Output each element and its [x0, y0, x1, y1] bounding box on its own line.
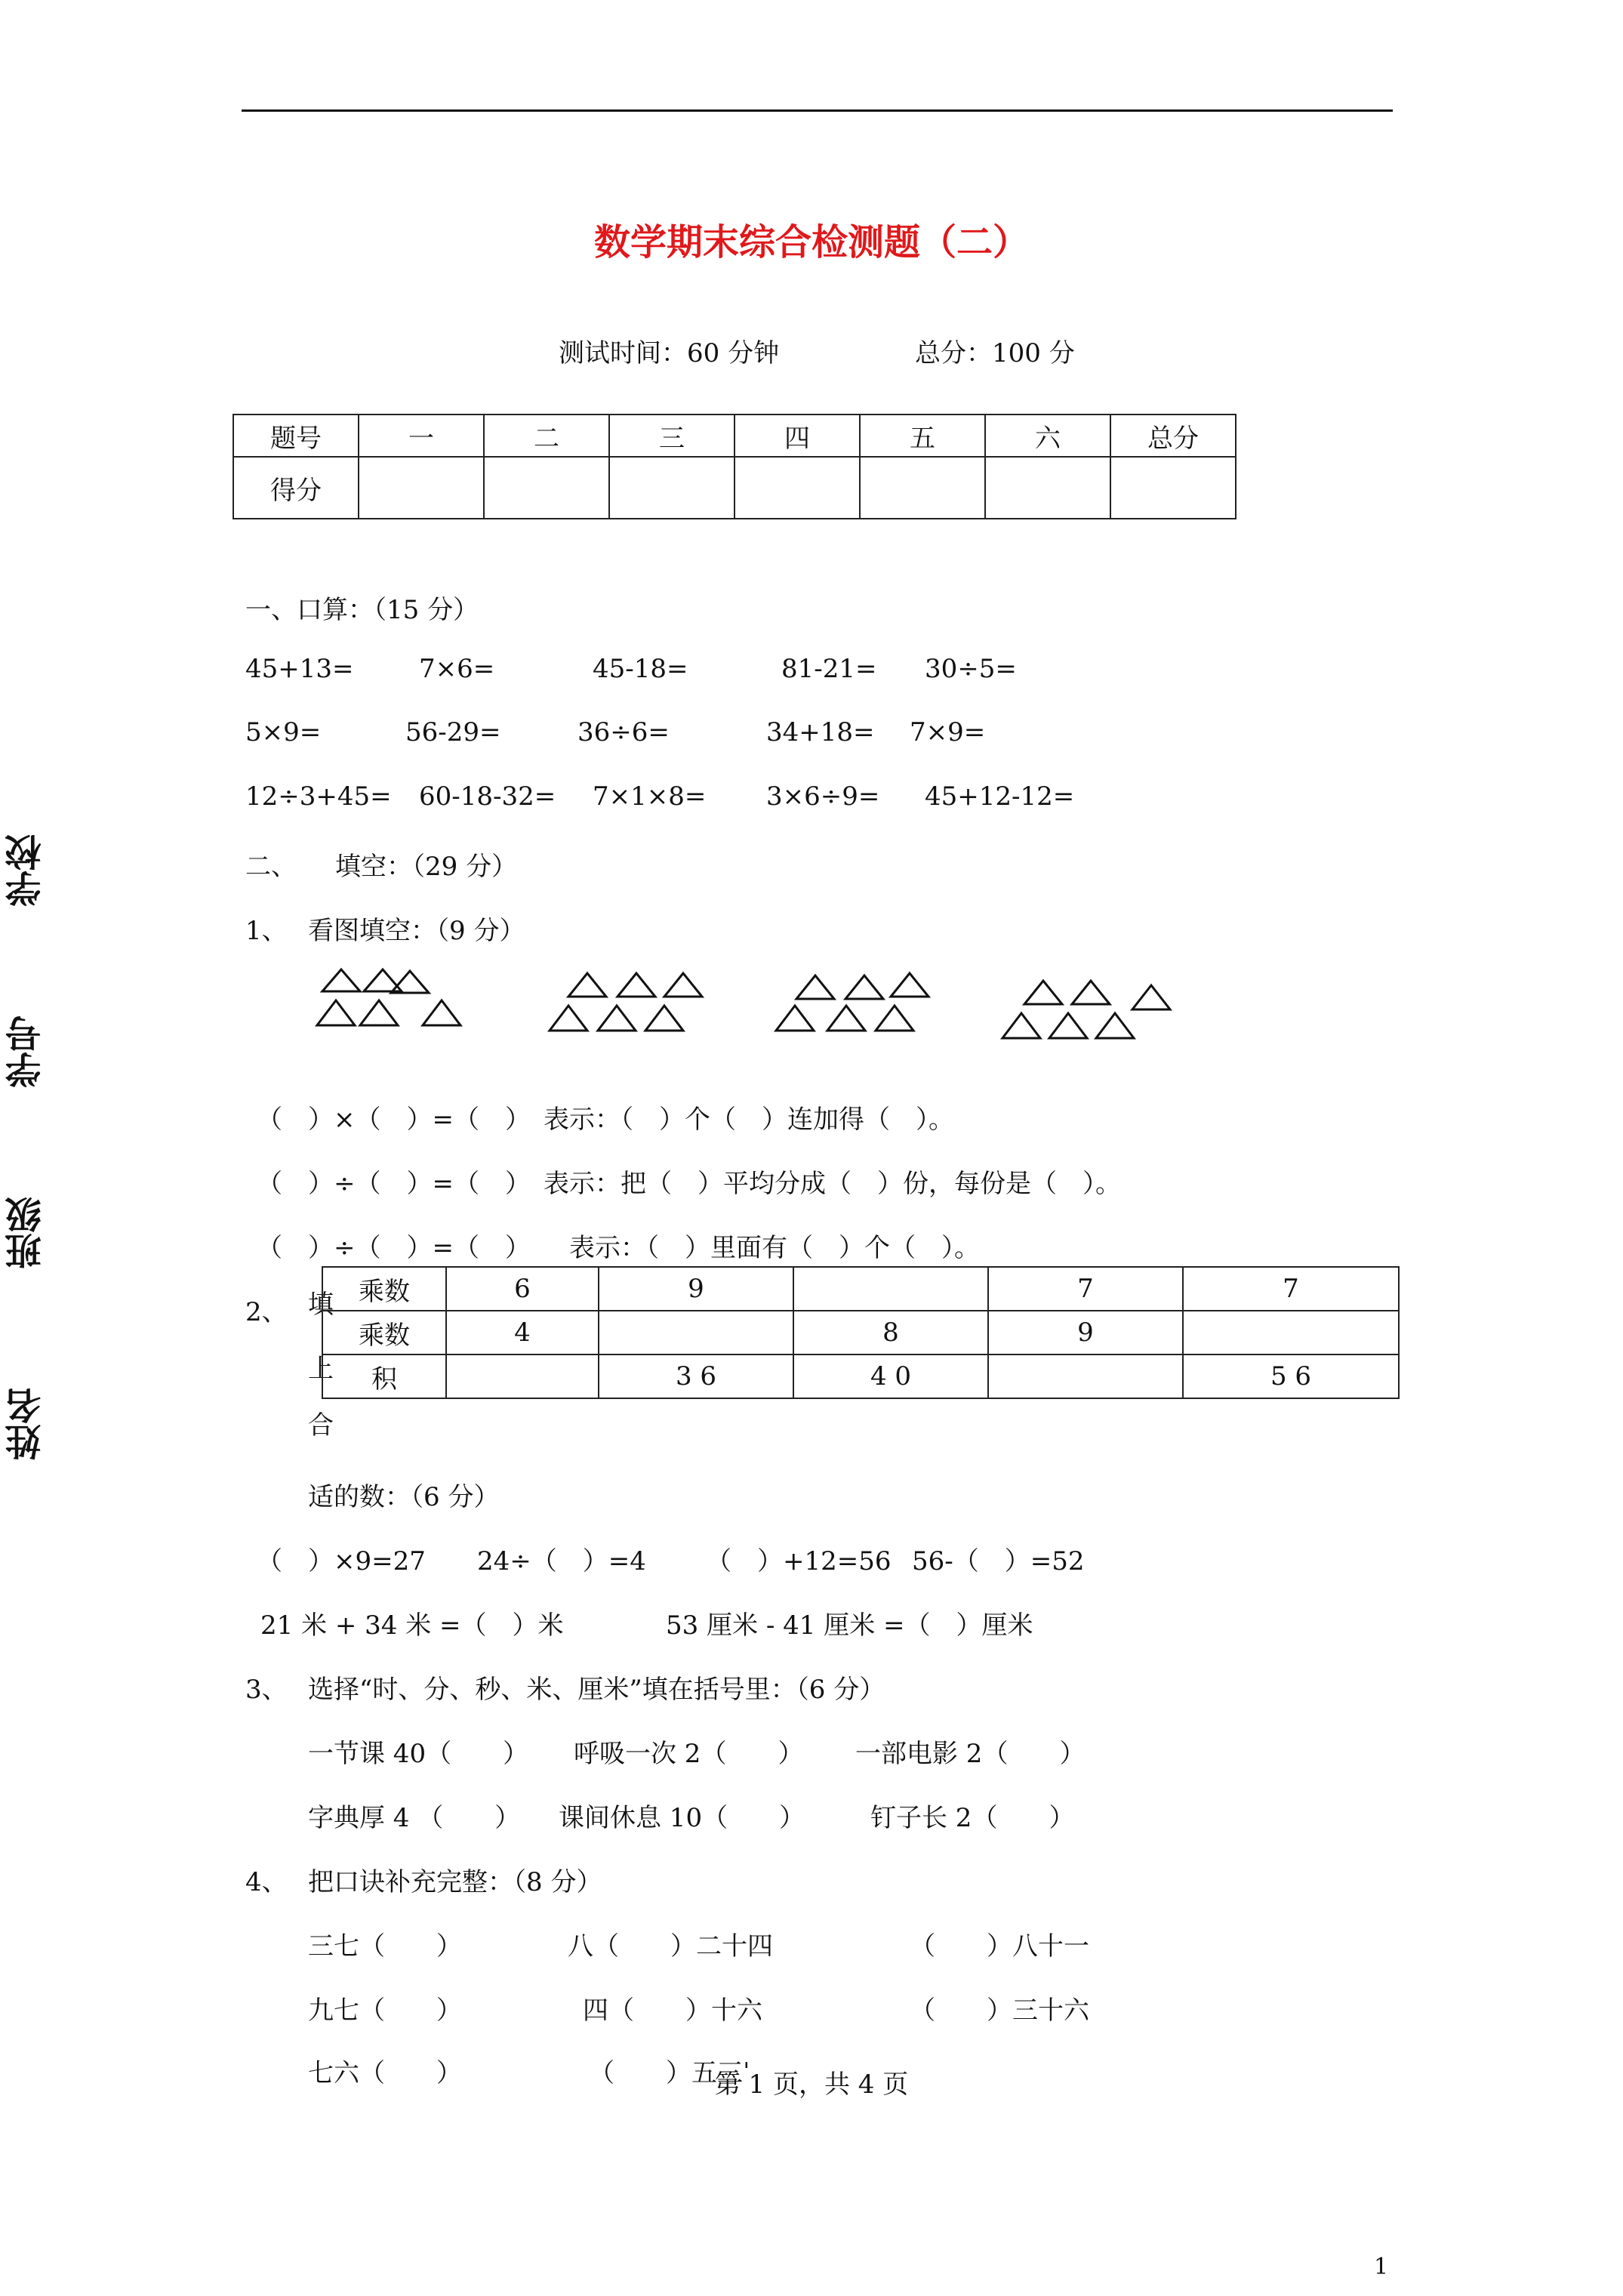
oral-calc-item: 45-18= — [593, 654, 688, 684]
q2-number: 2、 — [245, 1297, 288, 1327]
mult-cell: 8 — [793, 1311, 988, 1354]
q3-item: 钉子长 2（ ） — [870, 1803, 1075, 1833]
mult-cell: 5 6 — [1183, 1354, 1399, 1398]
q3-item: 一部电影 2（ ） — [855, 1739, 1086, 1769]
q1-line-3: （ ）÷（ ）=（ ） 表示：（ ）里面有（ ）个（ ）。 — [257, 1233, 980, 1263]
oral-calc-item: 45+13= — [245, 654, 354, 684]
oral-calc-item: 7×1×8= — [593, 781, 707, 812]
oral-calc-item: 56-29= — [405, 717, 501, 747]
q3-item: 呼吸一次 2（ ） — [574, 1739, 804, 1769]
mult-cell: 7 — [1183, 1267, 1399, 1311]
top-rule — [242, 109, 1393, 112]
q4-item: 九七（ ） — [308, 1996, 462, 2026]
mult-cell: 3 6 — [599, 1354, 793, 1398]
q2-blank-item: （ ）×9=27 — [257, 1546, 426, 1576]
section1-heading: 一、口算：（15 分） — [245, 595, 479, 625]
side-label-class: 班级 — [5, 1197, 48, 1269]
score-input-cell[interactable] — [609, 457, 735, 519]
mult-cell: 乘数 — [322, 1311, 446, 1354]
page-title: 数学期末综合检测题（二） — [593, 221, 1029, 264]
q2-text-fragment-glyph: 合 — [308, 1410, 334, 1441]
oral-calc-item: 7×9= — [910, 717, 986, 747]
score-table-header-cell: 三 — [609, 415, 735, 457]
side-label-name: 姓名 — [5, 1388, 48, 1460]
mult-cell: 4 — [446, 1311, 599, 1354]
page-number: 1 — [1374, 2254, 1389, 2280]
mult-cell[interactable] — [988, 1354, 1183, 1398]
q3-item: 一节课 40（ ） — [308, 1739, 529, 1769]
q4-text: 把口诀补充完整：（8 分） — [308, 1867, 602, 1897]
mult-cell[interactable] — [599, 1311, 793, 1354]
q1-line-2: （ ）÷（ ）=（ ） 表示：把（ ）平均分成（ ）份，每份是（ ）。 — [257, 1169, 1121, 1199]
oral-calc-item: 7×6= — [419, 654, 495, 684]
q1-line-1: （ ）×（ ）=（ ） 表示：（ ）个（ ）连加得（ ）。 — [257, 1105, 954, 1135]
q4-item: （ ）三十六 — [910, 1996, 1089, 2026]
mult-cell: 7 — [988, 1267, 1183, 1311]
triangle-group-2 — [547, 970, 717, 1042]
q2-unit-item: 21 米 + 34 米 =（ ）米 — [260, 1610, 564, 1641]
q4-item: 七六（ ） — [308, 2058, 462, 2088]
time-info: 测试时间：60 分钟 — [559, 338, 780, 368]
oral-calc-item: 45+12-12= — [925, 781, 1075, 812]
side-label-student-id: 学号 — [5, 1015, 48, 1088]
q3-text: 选择“时、分、秒、米、厘米”填在括号里：（6 分） — [308, 1675, 885, 1705]
score-table-header-cell: 二 — [484, 415, 609, 457]
oral-calc-item: 60-18-32= — [419, 781, 556, 812]
score-table-header-cell: 一 — [359, 415, 484, 457]
q4-number: 4、 — [245, 1867, 288, 1897]
score-table-header-cell: 五 — [860, 415, 985, 457]
multiplication-table — [322, 1266, 1400, 1399]
triangle-group-3 — [774, 970, 944, 1042]
q2-unit-item: 53 厘米 - 41 厘米 =（ ）厘米 — [666, 1610, 1033, 1641]
mult-cell: 4 0 — [793, 1354, 988, 1398]
oral-calc-item: 30÷5= — [925, 654, 1017, 684]
oral-calc-item: 5×9= — [245, 717, 322, 747]
score-table-header-cell: 四 — [735, 415, 860, 457]
score-input-cell[interactable] — [860, 457, 985, 519]
q2-text-fragment — [308, 1410, 334, 1441]
q3-item: 课间休息 10（ ） — [559, 1803, 805, 1833]
mult-cell: 积 — [322, 1354, 446, 1398]
q1-text: 看图填空：（9 分） — [308, 916, 525, 946]
q4-item: 四（ ）十六 — [583, 1996, 762, 2026]
q2-blank-item: 56-（ ）=52 — [912, 1546, 1085, 1576]
score-table-header-cell: 总分 — [1110, 415, 1236, 457]
score-input-cell[interactable] — [1110, 457, 1236, 519]
oral-calc-item: 81-21= — [781, 654, 877, 684]
score-input-cell[interactable] — [985, 457, 1110, 519]
mult-cell: 6 — [446, 1267, 599, 1311]
side-label-school: 学校 — [5, 834, 48, 907]
q3-number: 3、 — [245, 1675, 288, 1705]
mult-cell: 乘数 — [322, 1267, 446, 1311]
mult-cell: 9 — [599, 1267, 793, 1311]
q4-item: （ ）五三ˈ — [589, 2058, 750, 2088]
q2-text-fragment: 填 — [308, 1290, 334, 1320]
mult-cell: 9 — [988, 1311, 1183, 1354]
mult-cell[interactable] — [1183, 1311, 1399, 1354]
mult-cell[interactable] — [446, 1354, 599, 1398]
page-footer: 第 1 页，共 4 页 — [714, 2069, 909, 2100]
triangle-group-4 — [1000, 978, 1174, 1049]
oral-calc-item: 34+18= — [766, 717, 875, 747]
section2-heading: 二、 填空：（29 分） — [245, 852, 518, 882]
q1-number: 1、 — [245, 916, 288, 946]
q3-item: 字典厚 4 （ ） — [308, 1803, 521, 1833]
oral-calc-item: 3×6÷9= — [766, 781, 880, 812]
score-input-cell[interactable] — [484, 457, 609, 519]
q2-text-suffix: 适的数：（6 分） — [308, 1482, 500, 1512]
score-input-cell[interactable] — [735, 457, 860, 519]
score-table — [233, 414, 1236, 519]
score-table-header-cell: 六 — [985, 415, 1110, 457]
oral-calc-item: 12÷3+45= — [245, 781, 392, 812]
oral-calc-item: 36÷6= — [577, 717, 670, 747]
q4-item: 三七（ ） — [308, 1931, 462, 1962]
score-info: 总分：100 分 — [915, 338, 1075, 368]
q4-item: 八（ ）二十四 — [568, 1931, 773, 1962]
score-input-cell[interactable] — [359, 457, 484, 519]
q2-blank-item: 24÷（ ）=4 — [477, 1546, 646, 1576]
score-table-header-cell: 题号 — [233, 415, 359, 457]
score-table-row-label: 得分 — [233, 457, 359, 519]
q2-blank-item: （ ）+12=56 — [706, 1546, 892, 1576]
q4-item: （ ）八十一 — [910, 1931, 1089, 1962]
triangle-group-1 — [317, 966, 476, 1038]
mult-cell[interactable] — [793, 1267, 988, 1311]
q2-text-fragment: 上 — [308, 1354, 334, 1384]
